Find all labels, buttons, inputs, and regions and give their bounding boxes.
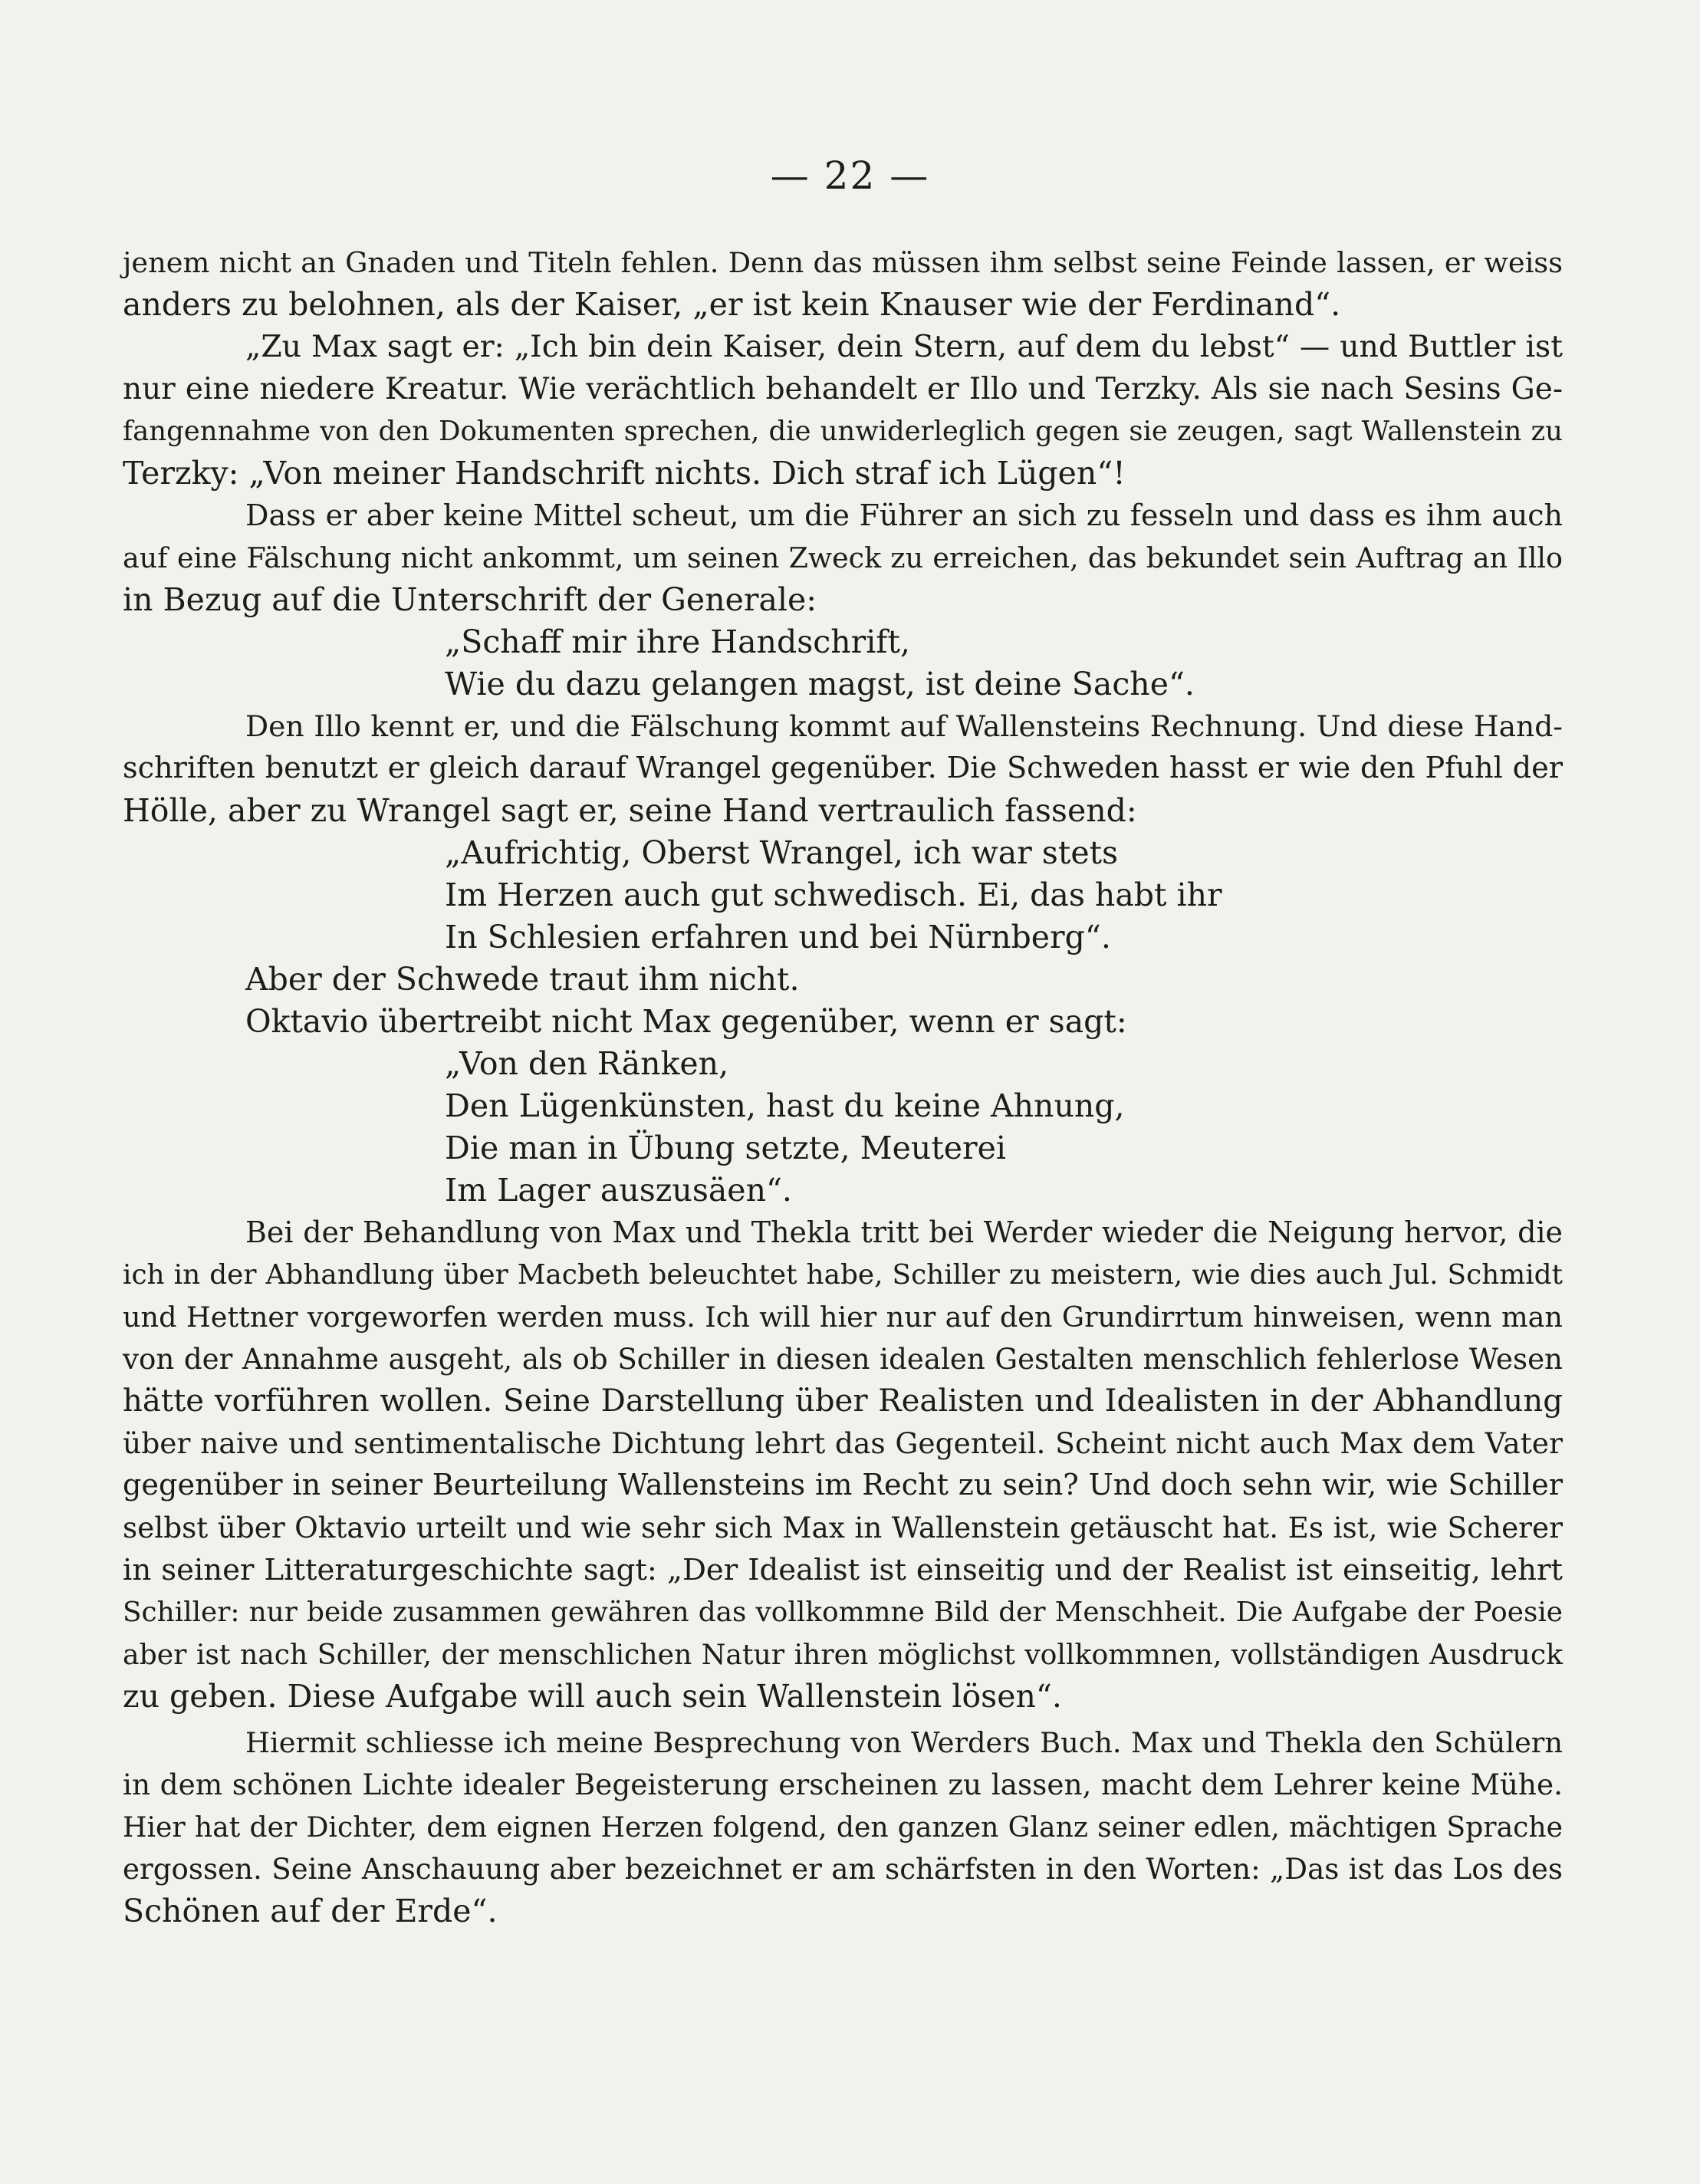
text-line: gegenüber in seiner Beurteilung Wallensteins im Recht zu sein? Und doch sehn wir, wie Schiller <box>123 1469 1563 1502</box>
verse-line: Den Lügenkünsten, hast du keine Ahnung, <box>445 1087 1125 1124</box>
body-text <box>123 242 1563 1932</box>
text-line: aber ist nach Schiller, der menschlichen Natur ihren möglichst vollkommnen, vollständigen Ausdruck <box>123 1638 1563 1671</box>
text-line: über naive und sentimentalische Dichtung lehrt das Gegenteil. Scheint nicht auch Max dem Vater <box>123 1426 1563 1460</box>
verse-line: In Schlesien erfahren und bei Nürnberg“. <box>445 919 1111 956</box>
text-line: Hölle, aber zu Wrangel sagt er, seine Hand vertraulich fassend: <box>123 792 1137 829</box>
text-line: von der Annahme ausgeht, als ob Schiller in diesen idealen Gestalten menschlich fehlerlose Wesen <box>123 1342 1563 1376</box>
text-line: Schönen auf der Erde“. <box>123 1893 498 1929</box>
text-line: zu geben. Diese Aufgabe will auch sein Wallenstein lösen“. <box>123 1678 1062 1715</box>
verse-line: „Von den Ränken, <box>445 1045 729 1082</box>
verse-line: Die man in Übung setzte, Meuterei <box>445 1130 1007 1166</box>
text-line: hätte vorführen wollen. Seine Darstellung über Realisten und Idealisten in der Abhandlung <box>123 1383 1563 1419</box>
text-line: ich in der Abhandlung über Macbeth beleuchtet habe, Schiller zu meistern, wie dies auch Jul. Schmidt <box>123 1259 1563 1291</box>
text-line: anders zu belohnen, als der Kaiser, „er ist kein Knauser wie der Ferdinand“. <box>123 286 1341 323</box>
text-line: Aber der Schwede traut ihm nicht. <box>245 961 800 998</box>
text-line: in seiner Litteraturgeschichte sagt: „Der Idealist ist einseitig und der Realist ist einseitig, lehrt <box>123 1553 1563 1587</box>
verse-line: „Schaff mir ihre Handschrift, <box>445 623 910 660</box>
text-line: Dass er aber keine Mittel scheut, um die Führer an sich zu fesseln und dass es ihm auch <box>245 498 1563 532</box>
verse-line: Im Lager auszusäen“. <box>445 1172 792 1209</box>
text-line: selbst über Oktavio urteilt und wie sehr sich Max in Wallenstein getäuscht hat. Es ist, wie Scherer <box>123 1511 1563 1544</box>
text-line: und Hettner vorgeworfen werden muss. Ich will hier nur auf den Grundirrtum hinweisen, wenn man <box>123 1301 1563 1334</box>
text-line: fangennahme von den Dokumenten sprechen, die unwiderleglich gegen sie zeugen, sagt Wallenstein zu <box>123 416 1563 447</box>
text-line: ergossen. Seine Anschauung aber bezeichnet er am schärfsten in den Worten: „Das ist das Los des <box>123 1852 1563 1886</box>
verse-line: „Aufrichtig, Oberst Wrangel, ich war stets <box>445 834 1119 871</box>
text-line: auf eine Fälschung nicht ankommt, um seinen Zweck zu erreichen, das bekundet sein Auftrag an Illo <box>123 541 1563 574</box>
verse-line: Im Herzen auch gut schwedisch. Ei, das habt ihr <box>445 877 1222 913</box>
text-line: Terzky: „Von meiner Handschrift nichts. Dich straf ich Lügen“! <box>123 455 1126 492</box>
text-line: jenem nicht an Gnaden und Titeln fehlen. Denn das müssen ihm selbst seine Feinde lassen, er weiss <box>123 246 1563 279</box>
page-number: — 22 — <box>770 153 930 198</box>
text-line: Bei der Behandlung von Max und Thekla tritt bei Werder wieder die Neigung hervor, die <box>245 1215 1563 1249</box>
text-line: schriften benutzt er gleich darauf Wrangel gegenüber. Die Schweden hasst er wie den Pfuhl der <box>123 752 1563 785</box>
text-line: in Bezug auf die Unterschrift der Generale: <box>123 581 817 618</box>
text-line: Den Illo kennt er, und die Fälschung kommt auf Wallensteins Rechnung. Und diese Hand- <box>245 709 1563 743</box>
text-line: Hier hat der Dichter, dem eignen Herzen folgend, den ganzen Glanz seiner edlen, mächtigen Sprache <box>123 1811 1563 1844</box>
verse-line: Wie du dazu gelangen magst, ist deine Sache“. <box>445 666 1195 702</box>
text-line: Schiller: nur beide zusammen gewähren das vollkommne Bild der Menschheit. Die Aufgabe der Poesie <box>123 1597 1563 1628</box>
text-line: nur eine niedere Kreatur. Wie verächtlich behandelt er Illo und Terzky. Als sie nach Sesins Ge- <box>123 372 1563 406</box>
text-line: Hiermit schliesse ich meine Besprechung von Werders Buch. Max und Thekla den Schülern <box>245 1726 1563 1759</box>
text-line: in dem schönen Lichte idealer Begeisterung erscheinen zu lassen, macht dem Lehrer keine Mühe. <box>123 1768 1563 1801</box>
text-line: Oktavio übertreibt nicht Max gegenüber, wenn er sagt: <box>245 1003 1127 1040</box>
text-line: „Zu Max sagt er: „Ich bin dein Kaiser, dein Stern, auf dem du lebst“ — und Buttler ist <box>245 330 1563 364</box>
